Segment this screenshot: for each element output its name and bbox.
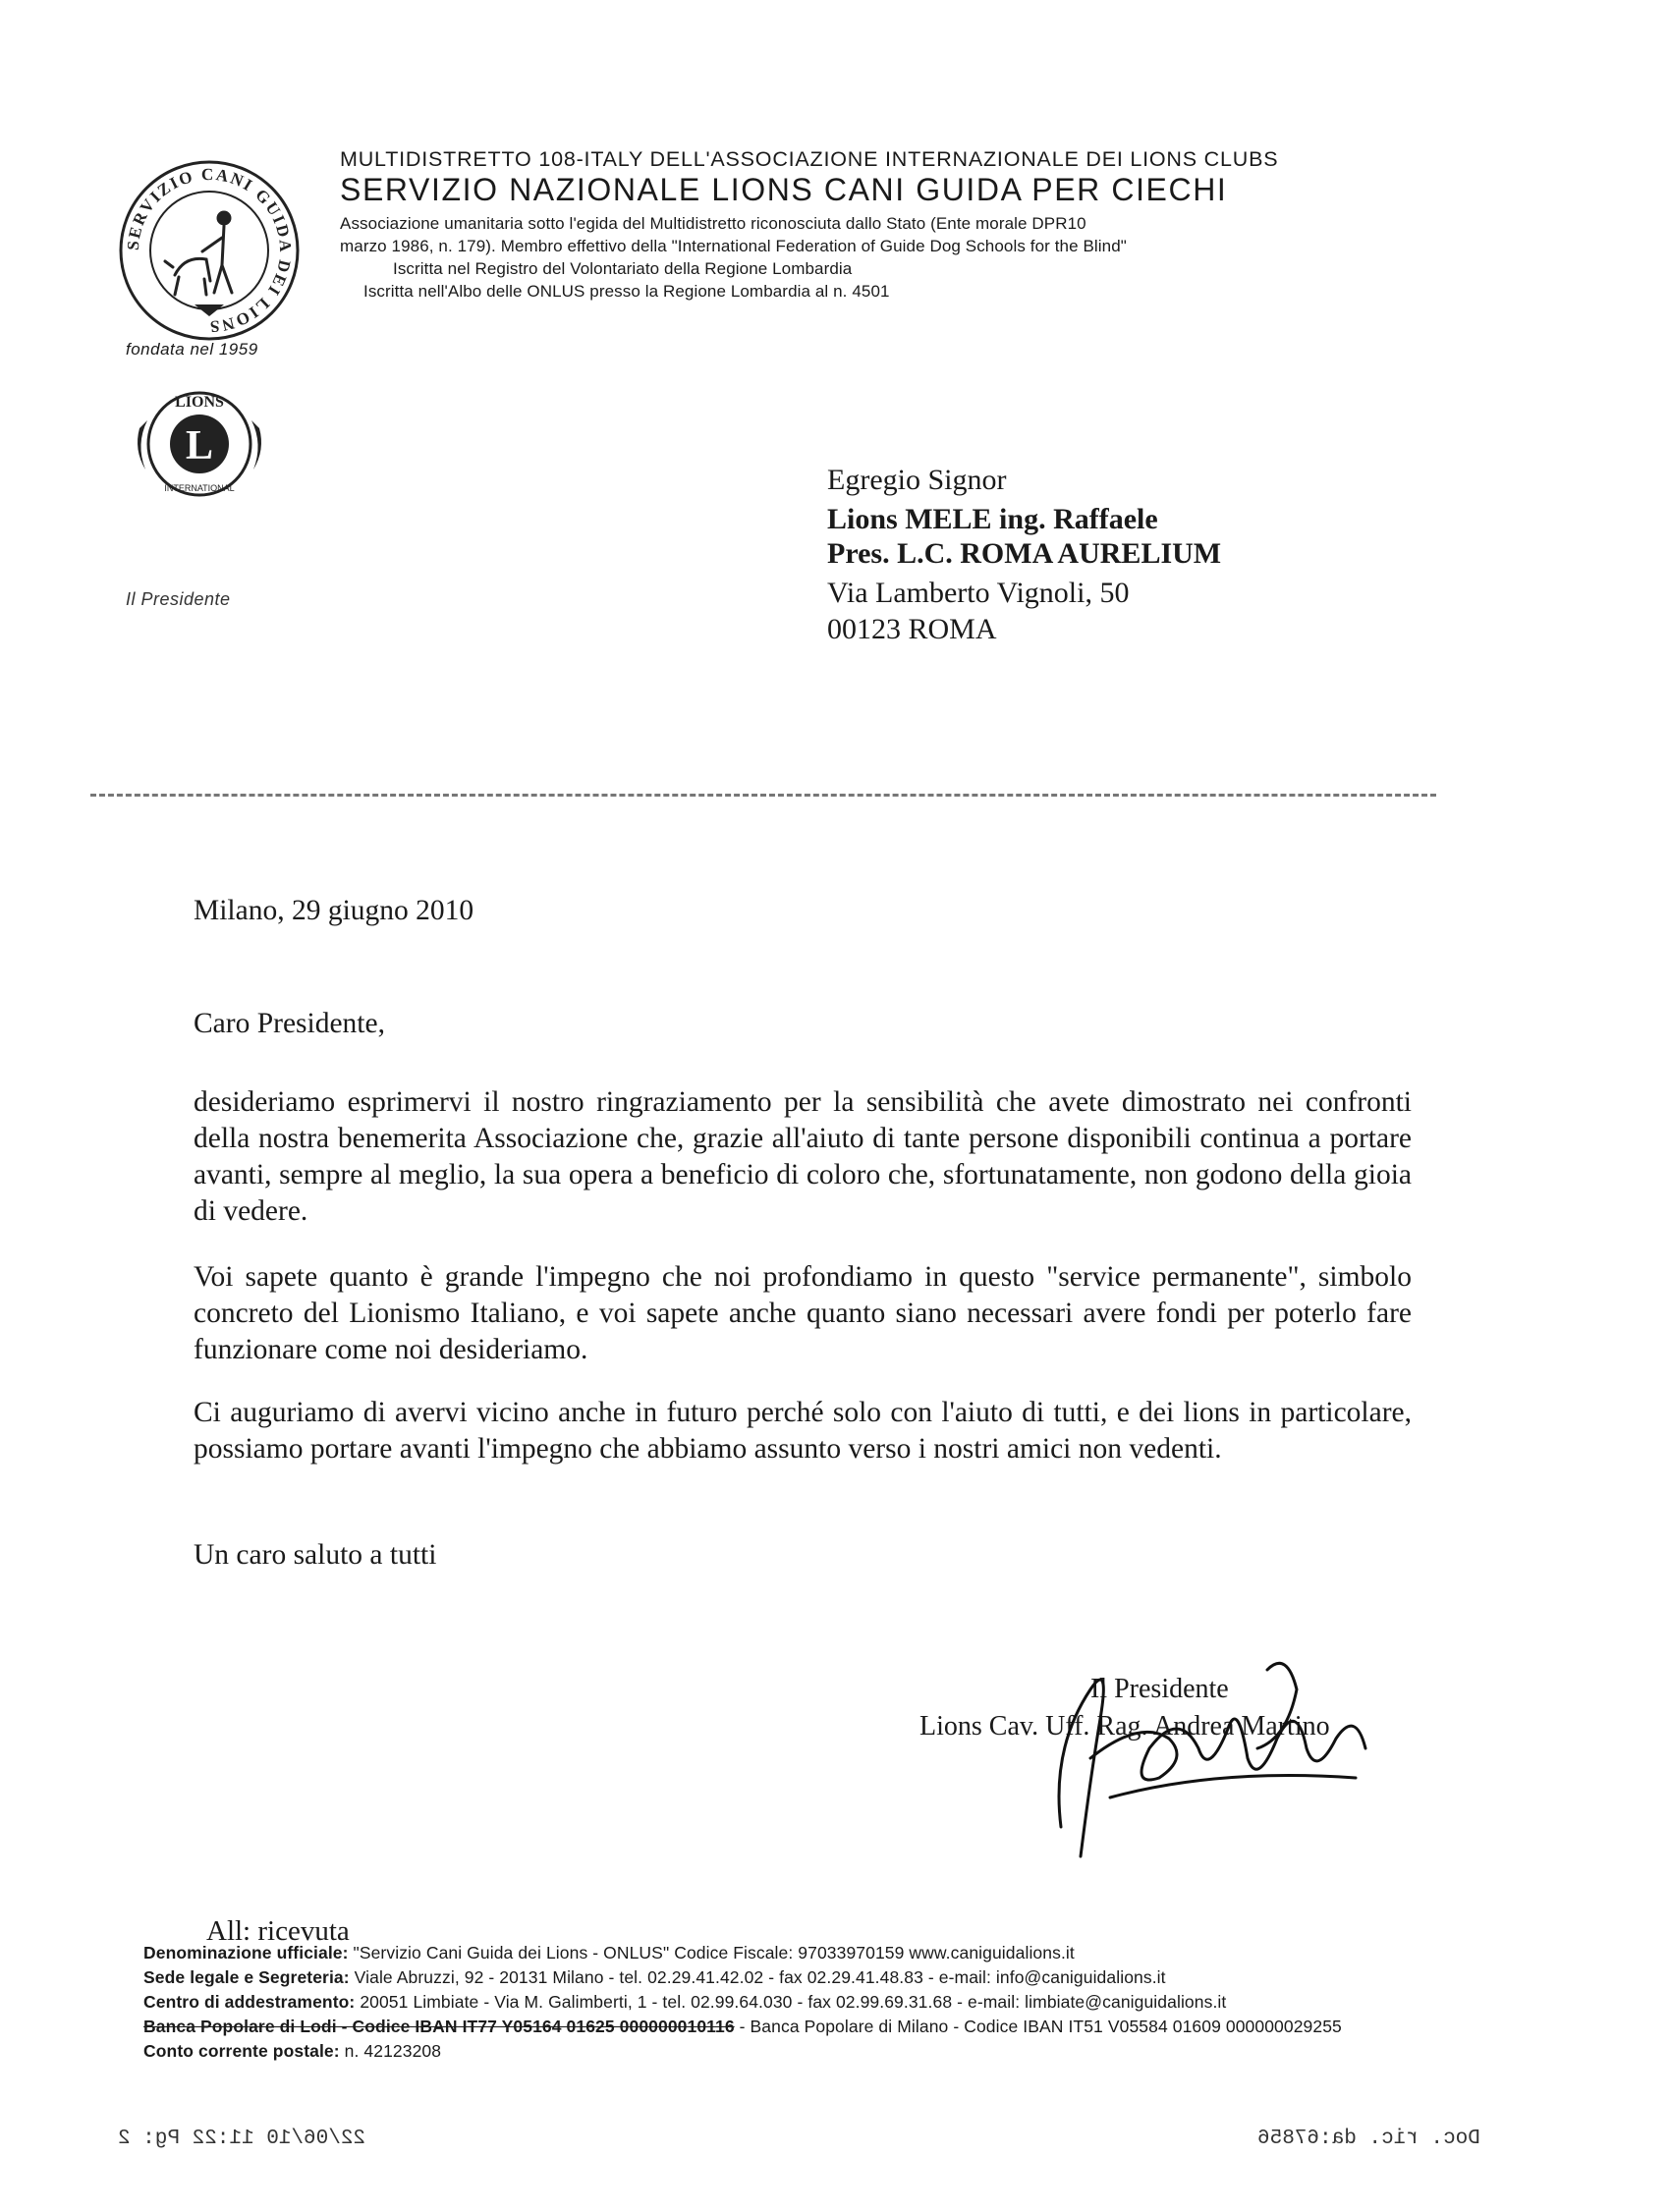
footer-official-name xyxy=(143,1943,1075,1963)
footer-bank xyxy=(143,2017,1342,2037)
letter-paragraph-3: Ci auguriamo di avervi vicino anche in futuro perché solo con l'aiuto di tutti, e dei lions in particolare, possiamo portare avanti l'impegno che abbiamo assunto verso i nostri amici non vedenti. xyxy=(194,1397,1412,1465)
divider xyxy=(90,794,1436,797)
attachment-note: All: ricevuta xyxy=(206,1915,350,1947)
handwritten-signature xyxy=(1022,1631,1395,1866)
seal-text: SERVIZIO CANI GUIDA DEI LIONS xyxy=(123,164,296,337)
footer-registered-office xyxy=(143,1967,1166,1988)
seal-logo xyxy=(116,157,303,344)
lions-logo-bottom-text: INTERNATIONAL xyxy=(164,483,235,493)
recipient-street: Via Lamberto Vignoli, 50 xyxy=(827,577,1130,609)
letterhead-district: MULTIDISTRETTO 108-ITALY DELL'ASSOCIAZIONE INTERNAZIONALE DEI LIONS CLUBS xyxy=(340,147,1279,171)
letter-closing: Un caro saluto a tutti xyxy=(194,1539,437,1571)
fax-timestamp: 22/06/10 11:22 Pg: 2 xyxy=(118,2128,366,2150)
footer-training-center xyxy=(143,1992,1226,2013)
lions-logo-text: LIONS xyxy=(175,394,224,411)
footer-value: n. 42123208 xyxy=(344,2041,442,2061)
recipient-city: 00123 ROMA xyxy=(827,613,997,645)
president-label: Il Presidente xyxy=(126,589,231,609)
founded-year: fondata nel 1959 xyxy=(126,340,258,359)
footer-value: Viale Abruzzi, 92 - 20131 Milano - tel. 02.29.41.42.02 - fax 02.29.41.48.83 - e-mail: info@caniguidalions.it xyxy=(354,1967,1166,1987)
letterhead-registry: Iscritta nel Registro del Volontariato della Regione Lombardia xyxy=(393,259,853,278)
footer-label: Sede legale e Segreteria: xyxy=(143,1967,350,1987)
letterhead-title: SERVIZIO NAZIONALE LIONS CANI GUIDA PER CIECHI xyxy=(340,172,1228,207)
letterhead-onlus: Iscritta nell'Albo delle ONLUS presso la Regione Lombardia al n. 4501 xyxy=(363,282,890,301)
footer-postal-account xyxy=(143,2041,441,2062)
recipient-greeting: Egregio Signor xyxy=(827,464,1007,496)
letterhead-description-1: Associazione umanitaria sotto l'egida del Multidistretto riconosciuta dallo Stato (Ente morale DPR10 xyxy=(340,214,1086,233)
recipient-role: Pres. L.C. ROMA AURELIUM xyxy=(827,537,1222,570)
fax-document-id: Doc. ric. da:67856 xyxy=(1257,2128,1480,2150)
lions-international-logo xyxy=(126,381,273,507)
letter-paragraph-1: desideriamo esprimervi il nostro ringraziamento per la sensibilità che avete dimostrato nei confronti della nostra benemerita Associazione che, grazie all'aiuto di tante persone disponibili continua a portare avanti, sempre al meglio, la sua opera a beneficio di coloro che, sfortunatamente, non godono della gioia di vedere. xyxy=(194,1086,1412,1227)
letter-date: Milano, 29 giugno 2010 xyxy=(194,895,474,926)
lions-logo-letter: L xyxy=(185,423,214,469)
footer-value: - Banca Popolare di Milano - Codice IBAN IT51 V05584 01609 000000029255 xyxy=(734,2017,1342,2036)
footer-label: Conto corrente postale: xyxy=(143,2041,340,2061)
letterhead-description-2: marzo 1986, n. 179). Membro effettivo della "International Federation of Guide Dog Schools for the Blind" xyxy=(340,237,1127,255)
letter-paragraph-2: Voi sapete quanto è grande l'impegno che noi profondiamo in questo "service permanente", simbolo concreto del Lionismo Italiano, e voi sapete anche quanto siano necessari avere fondi per poterlo fare funzionare come noi desideriamo. xyxy=(194,1261,1412,1365)
footer-label: Centro di addestramento: xyxy=(143,1992,356,2012)
footer-value: 20051 Limbiate - Via M. Galimberti, 1 - tel. 02.99.64.030 - fax 02.99.69.31.68 - e-mail: limbiate@caniguidalions.it xyxy=(360,1992,1227,2012)
footer-label: Denominazione ufficiale: xyxy=(143,1943,349,1963)
signature-name: Lions Cav. Uff. Rag. Andrea Martino xyxy=(919,1711,1330,1742)
footer-value: "Servizio Cani Guida dei Lions - ONLUS" Codice Fiscale: 97033970159 www.caniguidalions.it xyxy=(353,1943,1075,1963)
signature-title: Il Presidente xyxy=(1090,1674,1229,1704)
letter-salutation: Caro Presidente, xyxy=(194,1008,385,1039)
footer-bank-struck: Banca Popolare di Lodi - Codice IBAN IT77 Y05164 01625 000000010116 xyxy=(143,2017,735,2036)
recipient-name: Lions MELE ing. Raffaele xyxy=(827,503,1158,535)
